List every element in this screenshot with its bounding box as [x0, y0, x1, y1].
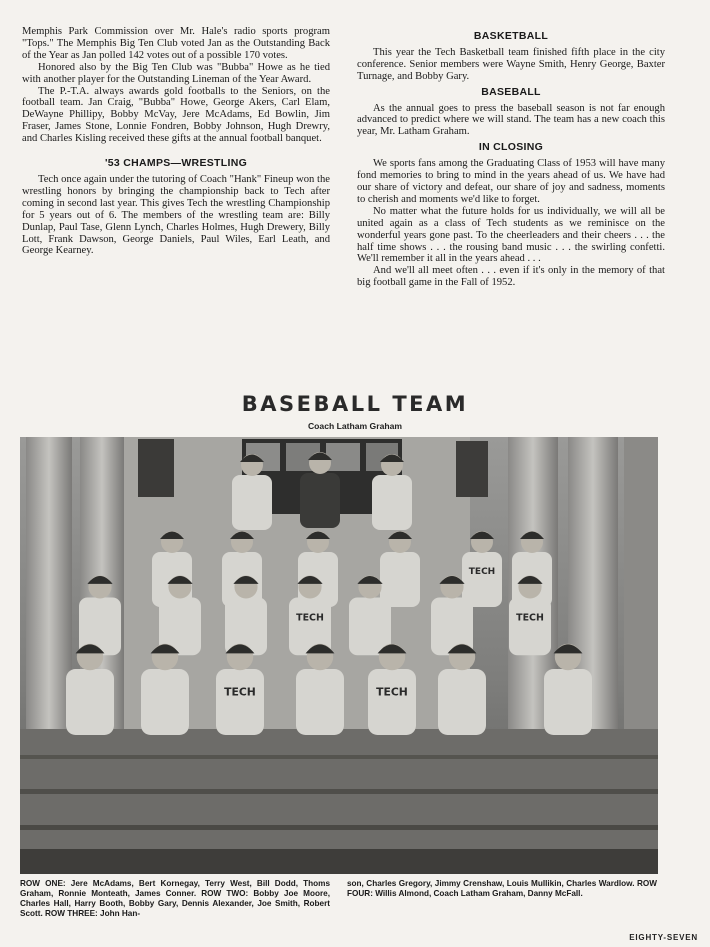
uniform-lettering: TECH — [468, 567, 496, 577]
wrestling-heading: '53 CHAMPS—WRESTLING — [104, 157, 248, 170]
paragraph-basketball: This year the Tech Basketball team finished fifth place in the city conference. Senior members were Wayne Smith, Henry George, Baxter Turnage, and Bobby Gary. — [357, 46, 665, 82]
team-photo — [20, 437, 658, 874]
paragraph-lineman-award: Honored also by the Big Ten Club was "Bubba" Howe as he tied with another player for the Outstanding Lineman of the Year Award. — [22, 61, 330, 85]
right-text-column — [357, 26, 665, 289]
paragraph-wrestling: Tech once again under the tutoring of Coach "Hank" Fineup won the wrestling honors by bringing the championship back to Tech after coming in second last year. This gives Tech the wrestling Championship for 5 years out of 6. The members of the wrestling team are: Billy Dunlap, Paul Tase, Glenn Lynch, Charles Holmes, Hugh Drewery, Billy Lott, Frank Dawson, George Daniels, Paul Wiles, Earl Leath, and George Kearney. — [22, 173, 330, 257]
uniform-lettering: TECH — [516, 612, 544, 624]
page-number: EIGHTY-SEVEN — [629, 933, 698, 942]
closing-heading: IN CLOSING — [478, 141, 544, 154]
team-photo-illustration — [20, 437, 658, 874]
photo-caption-part1: ROW ONE: Jere McAdams, Bert Kornegay, Terry West, Bill Dodd, Thoms Graham, Ronnie Monteath, James Conner. ROW TWO: Bobby Joe Moore, Charles Hall, Harry Booth, Bobby Gary, Dennis Alexander, Joe Smith, Robert Scott. ROW THREE: John Han- — [20, 879, 330, 919]
paragraph-closing-1: We sports fans among the Graduating Class of 1953 will have many fond memories to bring to mind in the years ahead of us. We have had our share of victory and defeat, our share of joy and sadness, moments to cherish and moments we'd like to forget. — [357, 158, 665, 205]
uniform-lettering: TECH — [376, 685, 408, 699]
paragraph-closing-2: No matter what the future holds for us individually, we will all be united again as a class of Tech students as we reminisce on the wonderful years gone past. To the cheerleaders and their cheers . . . the half time shows . . . the rousing band music . . . the swirling confetti. We'll remember it all in the years ahead . . . — [357, 205, 665, 265]
paragraph-radio-award: Memphis Park Commission over Mr. Hale's radio sports program "Tops." The Memphis Big Ten Club voted Jan as the Outstanding Back of the Year as Jan polled 142 votes out of a possible 170 votes. — [22, 26, 330, 61]
paragraph-baseball: As the annual goes to press the baseball season is not far enough advanced to predict where we will stand. The team has a new coach this year, Mr. Latham Graham. — [357, 102, 665, 138]
paragraph-closing-3: And we'll all meet often . . . even if it's only in the memory of that big football game in the Fall of 1952. — [357, 265, 665, 289]
coach-subtitle: Coach Latham Graham — [307, 421, 403, 431]
baseball-heading: BASEBALL — [481, 85, 541, 98]
uniform-lettering: TECH — [296, 612, 324, 624]
photo-caption-part2: son, Charles Gregory, Jimmy Crenshaw, Louis Mullikin, Charles Wardlow. ROW FOUR: Willis Almond, Coach Latham Graham, Danny McFall. — [347, 879, 657, 899]
team-title: BASEBALL TEAM — [241, 392, 469, 416]
basketball-heading: BASKETBALL — [473, 30, 549, 42]
paragraph-gold-footballs: The P.-T.A. always awards gold footballs to the Seniors, on the football team. Jan Craig, "Bubba" Howe, George Akers, Carl Elam, DeWayne Phillipy, Bobby McVay, Jere McAdams, Ed Bowlin, Jim Fraser, James Stone, Lonnie Fondren, Bobby Johnson, Hugh Drewry, and Charles Kisling received these gifts at the annual football banquet. — [22, 85, 330, 145]
left-text-column — [22, 26, 330, 257]
uniform-lettering: TECH — [224, 685, 256, 699]
